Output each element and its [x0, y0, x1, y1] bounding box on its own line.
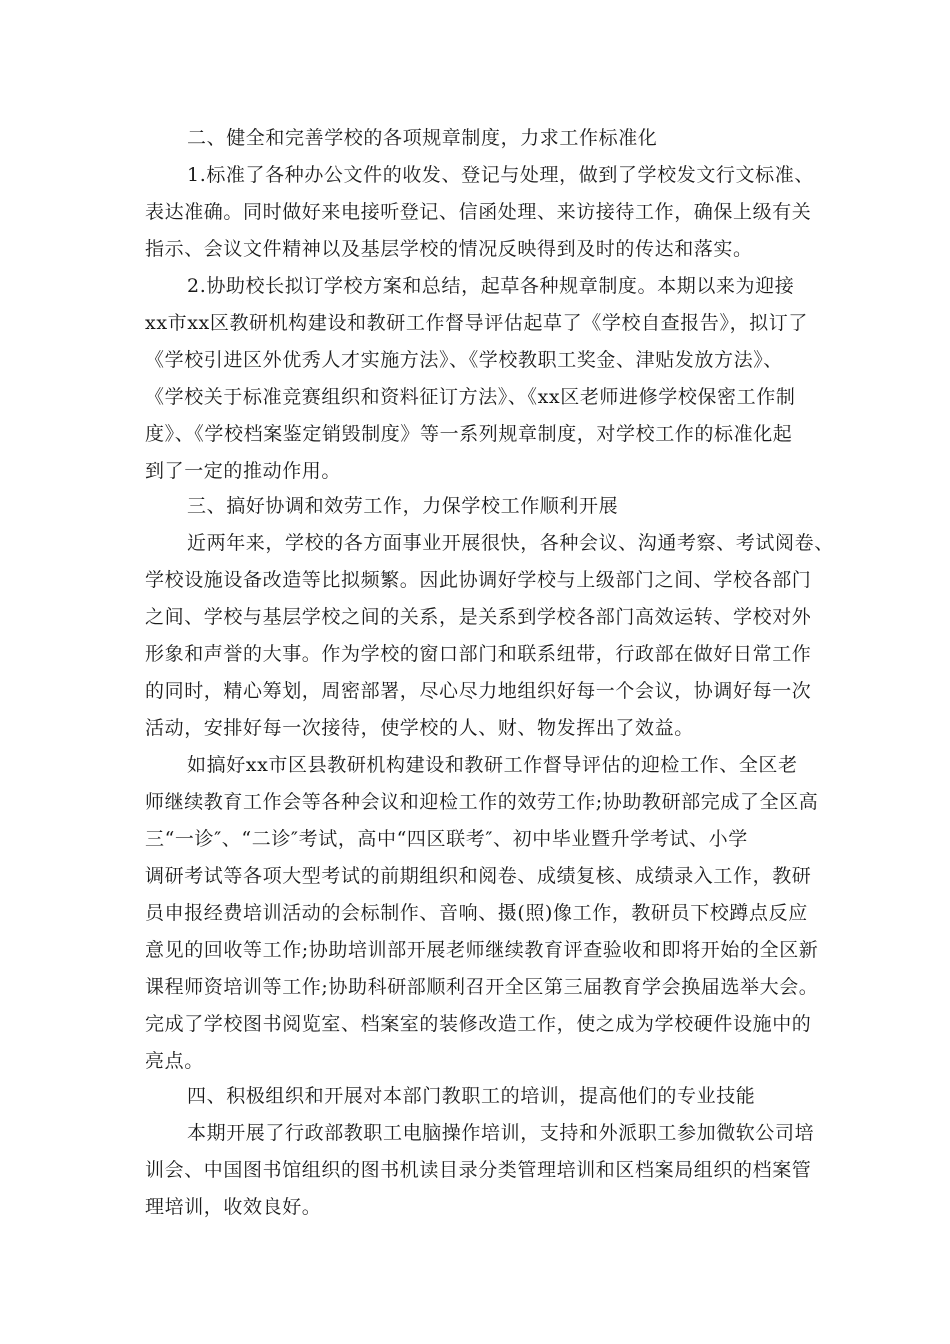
paragraph-line: 理培训，收效良好。 [145, 1196, 322, 1218]
paragraph-line: 到了一定的推动作用。 [145, 460, 342, 482]
paragraph-line: 近两年来，学校的各方面事业开展很快，各种会议、沟通考察、考试阅卷、 [187, 532, 834, 554]
paragraph-line: 2.协助校长拟订学校方案和总结，起草各种规章制度。本期以来为迎接 [187, 275, 795, 297]
paragraph-line: 度》、《学校档案鉴定销毁制度》等一系列规章制度，对学校工作的标准化起 [145, 423, 793, 445]
paragraph-line: 《学校关于标准竞赛组织和资料征订方法》、《xx区老师进修学校保密工作制 [145, 386, 796, 408]
paragraph-line: 形象和声誉的大事。作为学校的窗口部门和联系纽带，行政部在做好日常工作 [145, 643, 812, 665]
paragraph-line: 1.标准了各种办公文件的收发、登记与处理，做到了学校发文行文标准、 [187, 164, 814, 186]
paragraph-line: 训会、中国图书馆组织的图书机读目录分类管理培训和区档案局组织的档案管 [145, 1159, 812, 1181]
paragraph-line: 表达准确。同时做好来电接听登记、信函处理、来访接待工作，确保上级有关 [145, 201, 812, 223]
paragraph-line: 指示、会议文件精神以及基层学校的情况反映得到及时的传达和落实。 [145, 238, 753, 260]
paragraph-line: 之间、学校与基层学校之间的关系，是关系到学校各部门高效运转、学校对外 [145, 606, 812, 628]
paragraph-line: 学校设施设备改造等比拟频繁。因此协调好学校与上级部门之间、学校各部门 [145, 569, 812, 591]
paragraph-line: 本期开展了行政部教职工电脑操作培训，支持和外派职工参加微软公司培 [187, 1122, 815, 1144]
paragraph-line: 员申报经费培训活动的会标制作、音响、摄(照)像工作，教研员下校蹲点反应 [145, 902, 808, 924]
section-heading-2: 二、健全和完善学校的各项规章制度，力求工作标准化 [187, 127, 658, 149]
paragraph-line: 调研考试等各项大型考试的前期组织和阅卷、成绩复核、成绩录入工作，教研 [145, 865, 812, 887]
paragraph-line: 的同时，精心筹划，周密部署，尽心尽力地组织好每一个会议，协调好每一次 [145, 680, 812, 702]
paragraph-line: 亮点。 [145, 1050, 204, 1072]
paragraph-line: 三“一诊″、“二诊″考试，高中“四区联考″、初中毕业暨升学考试、小学 [145, 828, 748, 850]
paragraph-line: 活动，安排好每一次接待，使学校的人、财、物发挥出了效益。 [145, 717, 694, 739]
paragraph-line: 完成了学校图书阅览室、档案室的装修改造工作，使之成为学校硬件设施中的 [145, 1013, 812, 1035]
paragraph-line: 师继续教育工作会等各种会议和迎检工作的效劳工作;协助教研部完成了全区高 [145, 791, 819, 813]
paragraph-line: 意见的回收等工作;协助培训部开展老师继续教育评查验收和即将开始的全区新 [145, 939, 819, 961]
paragraph-line: xx市xx区教研机构建设和教研工作督导评估起草了《学校自查报告》，拟订了 [145, 312, 808, 334]
paragraph-line: 《学校引进区外优秀人才实施方法》、《学校教职工奖金、津贴发放方法》、 [145, 349, 783, 371]
section-heading-4: 四、积极组织和开展对本部门教职工的培训，提高他们的专业技能 [187, 1085, 756, 1107]
paragraph-line: 课程师资培训等工作;协助科研部顺利召开全区第三届教育学会换届选举大会。 [145, 976, 819, 998]
section-heading-3: 三、搞好协调和效劳工作，力保学校工作顺利开展 [187, 495, 619, 517]
paragraph-line: 如搞好xx市区县教研机构建设和教研工作督导评估的迎检工作、全区老 [187, 754, 798, 776]
